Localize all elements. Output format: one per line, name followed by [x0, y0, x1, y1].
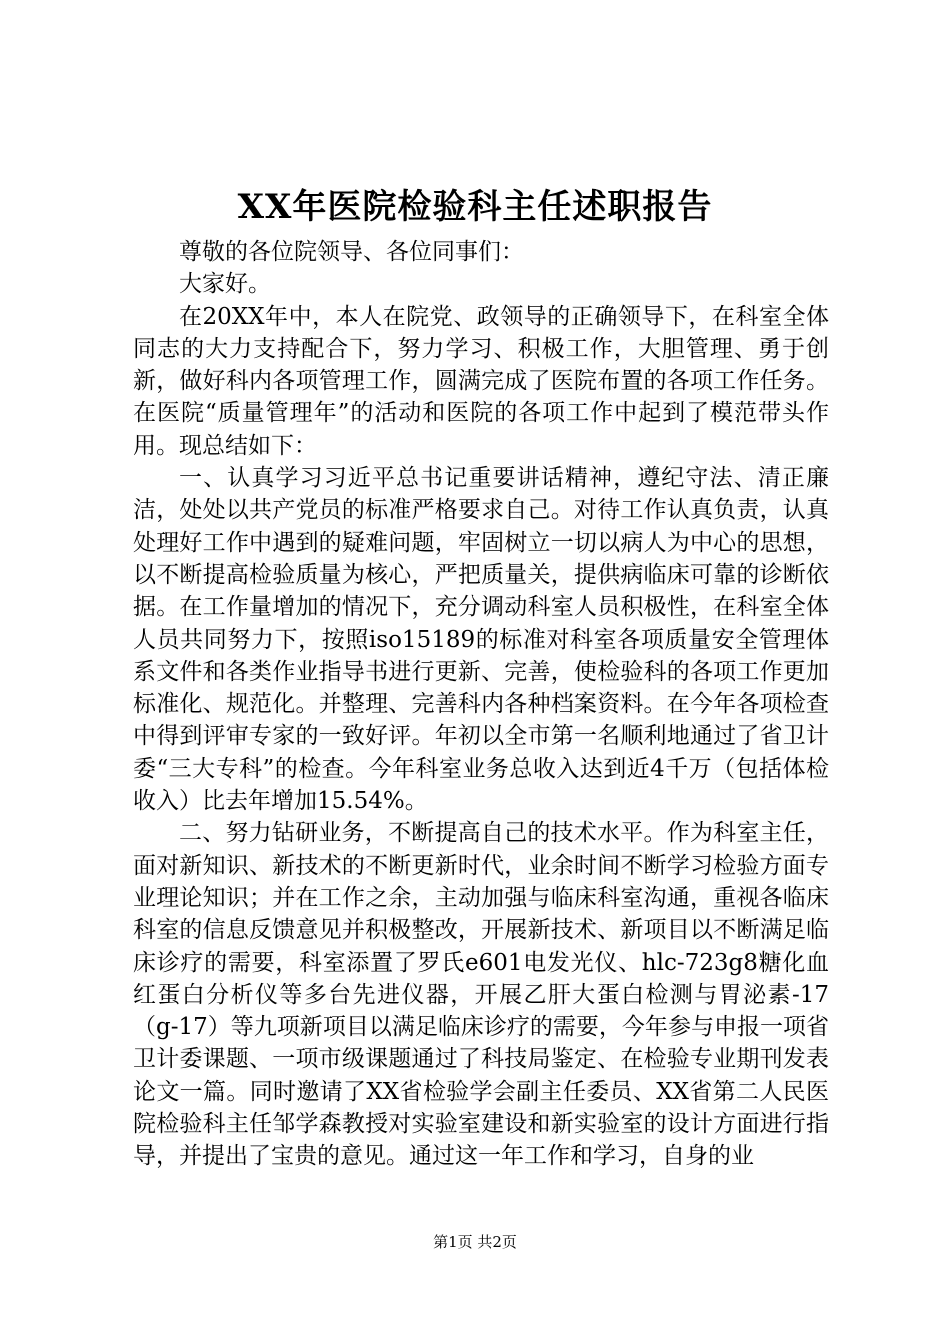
section-two-paragraph: 二、努力钻研业务，不断提高自己的技术水平。作为科室主任，面对新知识、新技术的不断更新时代，业余时间不断学习检验方面专业理论知识；并在工作之余，主动加强与临床科室沟通，重视各临床科室的信息反馈意见并积极整改，开展新技术、新项目以不断满足临床诊疗的需要，科室添置了罗氏e601电发光仪、hlc-723g8糖化血红蛋白分析仪等多台先进仪器，开展乙肝大蛋白检测与胃泌素-17（g-17）等九项新项目以满足临床诊疗的需要，今年参与申报一项省卫计委课题、一项市级课题通过了科技局鉴定、在检验专业期刊发表论文一篇。同时邀请了XX省检验学会副主任委员、XX省第二人民医院检验科主任邹学森教授对实验室建设和新实验室的设计方面进行指导，并提出了宝贵的意见。通过这一年工作和学习，自身的业	[133, 820, 829, 1170]
document-body	[133, 236, 829, 1173]
salutation: 尊敬的各位院领导、各位同事们：	[179, 239, 524, 265]
page-footer: 第1页 共2页	[433, 1233, 517, 1251]
document-title: XX年医院检验科主任述职报告	[237, 187, 713, 227]
intro-paragraph: 在20XX年中，本人在院党、政领导的正确领导下，在科室全体同志的大力支持配合下，努力学习、积极工作，大胆管理、勇于创新，做好科内各项管理工作，圆满完成了医院布置的各项工作任务。在医院“质量管理年”的活动和医院的各项工作中起到了模范带头作用。现总结如下：	[133, 303, 829, 459]
section-one-paragraph: 一、认真学习习近平总书记重要讲话精神，遵纪守法、清正廉洁，处处以共产党员的标准严格要求自己。对待工作认真负责，认真处理好工作中遇到的疑难问题，牢固树立一切以病人为中心的思想，以不断提高检验质量为核心，严把质量关，提供病临床可靠的诊断依据。在工作量增加的情况下，充分调动科室人员积极性，在科室全体人员共同努力下，按照iso15189的标准对科室各项质量安全管理体系文件和各类作业指导书进行更新、完善，使检验科的各项工作更加标准化、规范化。并整理、完善科内各种档案资料。在今年各项检查中得到评审专家的一致好评。年初以全市第一名顺利地通过了省卫计委“三大专科”的检查。今年科室业务总收入达到近4千万（包括体检收入）比去年增加15.54%。	[133, 465, 829, 815]
greeting: 大家好。	[179, 271, 271, 298]
